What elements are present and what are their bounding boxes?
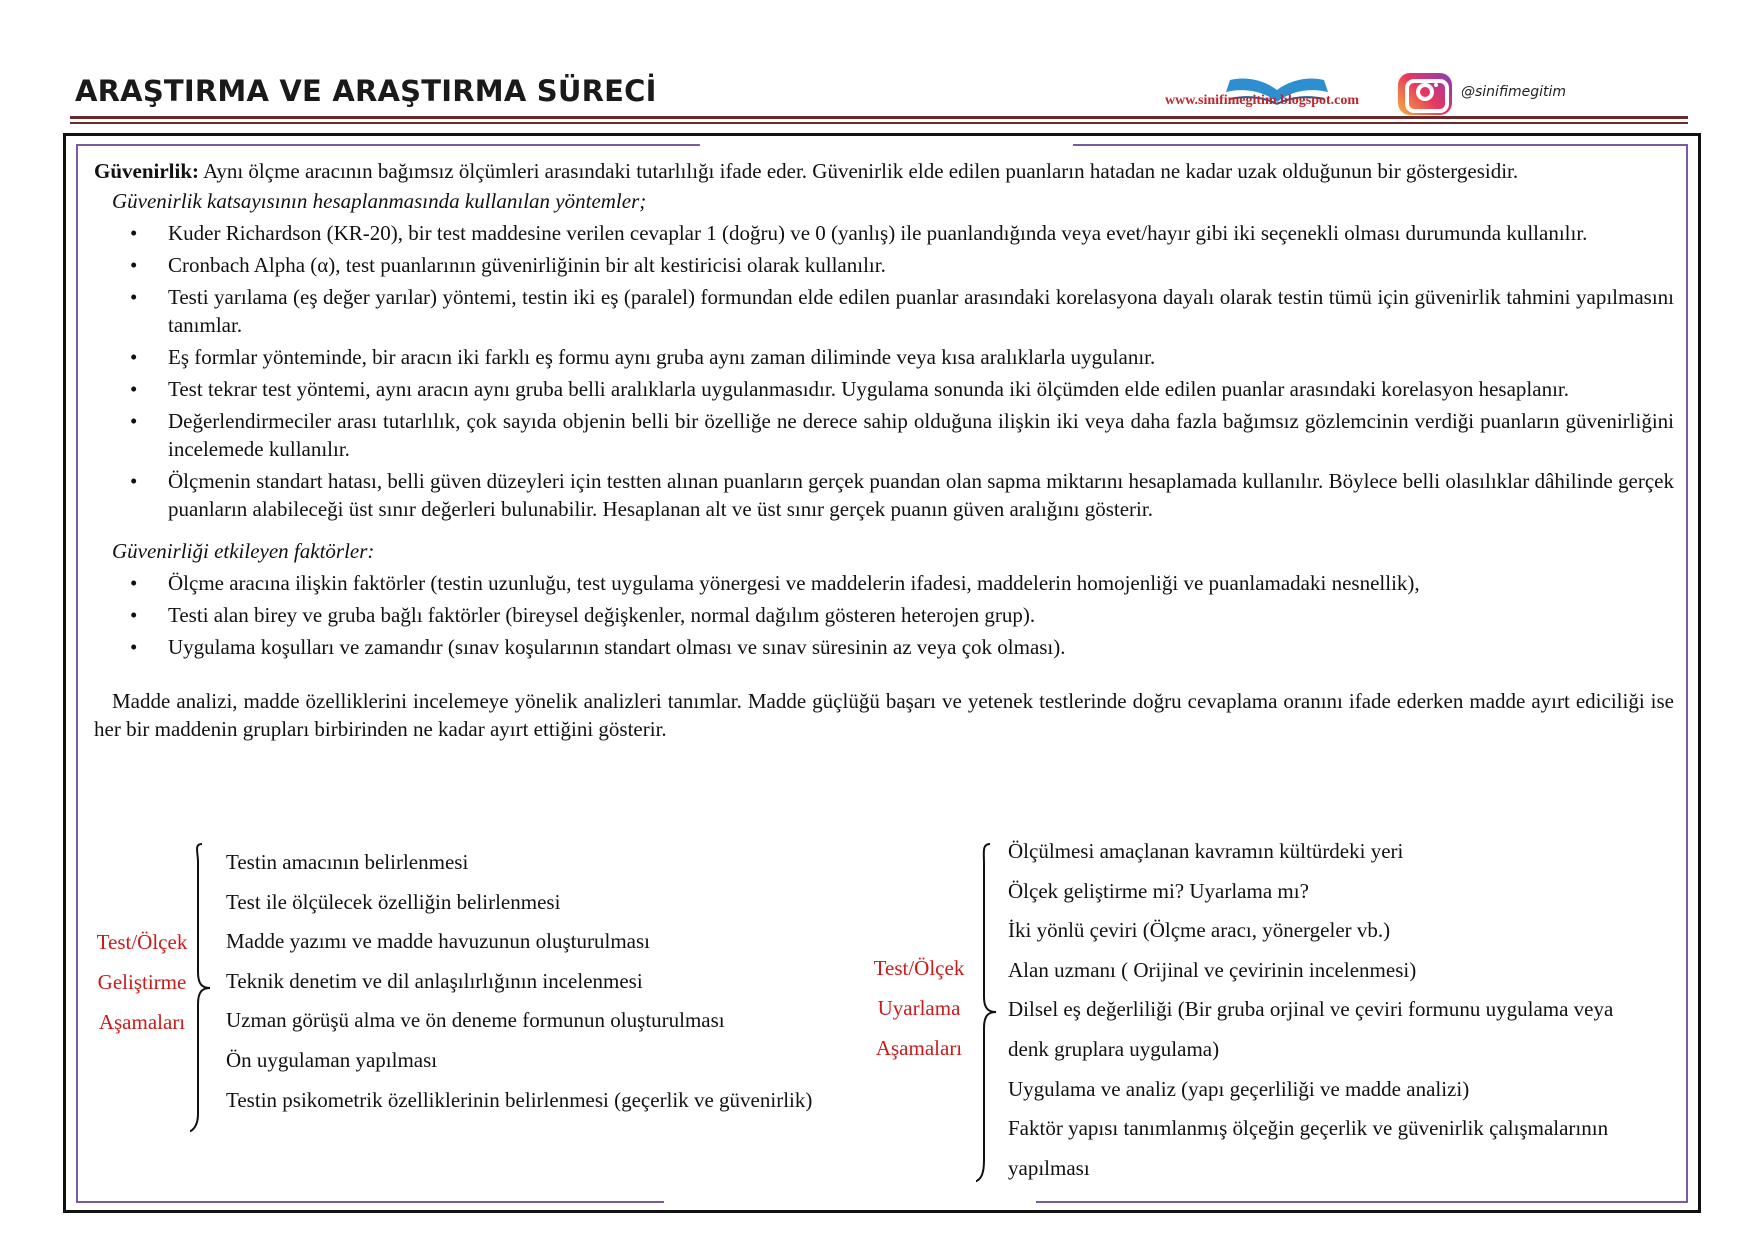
list-item: Faktör yapısı tanımlanmış ölçeğin geçerlik ve güvenirlik çalışmalarının [1008,1116,1609,1141]
list-item: Teknik denetim ve dil anlaşılırlığının incelenmesi [226,968,643,993]
development-label: Test/Ölçek Geliştirme Aşamaları [96,930,188,1034]
list-item: • Testi yarılama (eş değer yarılar) yöntemi, testin iki eş (paralel) formundan elde edilen puanlar arasındaki korelasyona dayalı olarak testin tümü için güvenirlik tahmini yapılmasını tanımlar. [168,283,1674,339]
list-item: Dilsel eş değerliliği (Bir gruba orjinal ve çeviri formunu uygulama veya [1008,997,1614,1022]
reliability-definition: Güvenirlik: Aynı ölçme aracının bağımsız ölçümleri arasındaki tutarlılığı ifade eder. Güvenirlik elde edilen puanların hatadan ne kadar uzak olduğunun bir göstergesidir. [94,159,1519,183]
left-brace-icon [190,842,214,1134]
inner-frame-top-left [76,144,700,146]
list-item: yapılması [1008,1155,1090,1180]
page-title: ARAŞTIRMA VE ARAŞTIRMA SÜRECİ [75,74,657,108]
inner-frame-bottom-left [76,1201,664,1203]
instagram-handle[interactable]: @sinifimegitim [1461,84,1567,100]
list-item: • Kuder Richardson (KR-20), bir test maddesine verilen cevaplar 1 (doğru) ve 0 (yanlış) ile puanlandığında veya evet/hayır gibi iki seçenekli olması durumunda kullanılır. [168,219,1674,247]
reliability-term: Güvenirlik: [94,159,200,183]
factors-heading: Güvenirliği etkileyen faktörler: [112,539,375,563]
list-item: • Cronbach Alpha (α), test puanlarının güvenirliğinin bir alt kestiricisi olarak kullanılır. [168,251,1674,279]
list-item: • Eş formlar yönteminde, bir aracın iki farklı eş formu aynı gruba aynı zaman diliminde veya kısa aralıklarla uygulanır. [168,343,1674,371]
list-item: denk gruplara uygulama) [1008,1036,1220,1061]
list-item: • Ölçme aracına ilişkin faktörler (testin uzunluğu, test uygulama yönergesi ve maddelerin ifadesi, maddelerin homojenliği ve puanlamadaki nesnellik), [168,569,1674,597]
list-item: • Uygulama koşulları ve zamandır (sınav koşularının standart olması ve sınav süresinin az veya çok olması). [168,633,1674,661]
development-steps [226,843,812,1120]
methods-list [94,219,1674,523]
header-divider [70,116,1688,119]
adaptation-label: Test/Ölçek Uyarlama Aşamaları [873,956,965,1060]
methods-heading: Güvenirlik katsayısının hesaplanmasında kullanılan yöntemler; [112,189,647,213]
list-item: Ölçek geliştirme mi? Uyarlama mı? [1008,878,1309,903]
adaptation-steps [1008,832,1613,1188]
list-item: • Değerlendirmeciler arası tutarlılık, çok sayıda objenin belli bir özelliğe ne derece sahip olduğuna ilişkin iki veya daha fazla bağımsız gözlemcinin verdiği puanların güvenirliğini incelemede kullanılır. [168,407,1674,463]
list-item: Ön uygulaman yapılması [226,1047,438,1072]
list-item: Alan uzmanı ( Orijinal ve çevirinin incelenmesi) [1008,957,1417,982]
list-item: Uygulama ve analiz (yapı geçerliliği ve madde analizi) [1008,1076,1470,1101]
list-item: Madde yazımı ve madde havuzunun oluşturulması [226,929,650,954]
list-item: İki yönlü çeviri (Ölçme aracı, yönergeler vb.) [1008,918,1391,943]
factors-list [94,569,1674,661]
website-link[interactable]: www.sinifimegitim.blogspot.com [1165,93,1360,108]
item-analysis-paragraph: Madde analizi, madde özelliklerini incelemeye yönelik analizleri tanımlar. Madde güçlüğü başarı ve yetenek testlerinde doğru cevaplama oranını ifade ederken madde ayırt ediciliği ise her bir maddenin grupları birbirinden ne kadar ayırt ettiğini gösterir. [94,689,1674,741]
list-item: Ölçülmesi amaçlanan kavramın kültürdeki yeri [1008,839,1404,863]
list-item: Test ile ölçülecek özelliğin belirlenmesi [226,889,561,914]
list-item: Uzman görüşü alma ve ön deneme formunun oluşturulması [226,1008,725,1033]
list-item: • Ölçmenin standart hatası, belli güven düzeyleri için testten alınan puanların gerçek puandan olan sapma miktarını hesaplamada kullanılır. Böylece belli olasılıklar dâhilinde gerçek puanların alabileceği üst sınır değerleri bulunabilir. Hesaplanan alt ve üst sınır gerçek puanın güven aralığını gösterir. [168,467,1674,523]
inner-frame-top-right [1073,144,1688,146]
instagram-icon[interactable] [1398,73,1452,115]
list-item: • Testi alan birey ve gruba bağlı faktörler (bireysel değişkenler, normal dağılım gösteren heterojen grup). [168,601,1674,629]
header-divider-secondary [70,122,1688,124]
list-item: • Test tekrar test yöntemi, aynı aracın aynı gruba belli aralıklarla uygulanmasıdır. Uygulama sonunda iki ölçümden elde edilen puanlar arasındaki korelasyon hesaplanır. [168,375,1674,403]
inner-frame-bottom-right [1036,1201,1688,1203]
list-item: Testin psikometrik özelliklerinin belirlenmesi (geçerlik ve güvenirlik) [226,1087,813,1112]
content-body [94,157,1674,743]
right-brace-icon [976,842,1000,1184]
list-item: Testin amacının belirlenmesi [226,850,469,874]
